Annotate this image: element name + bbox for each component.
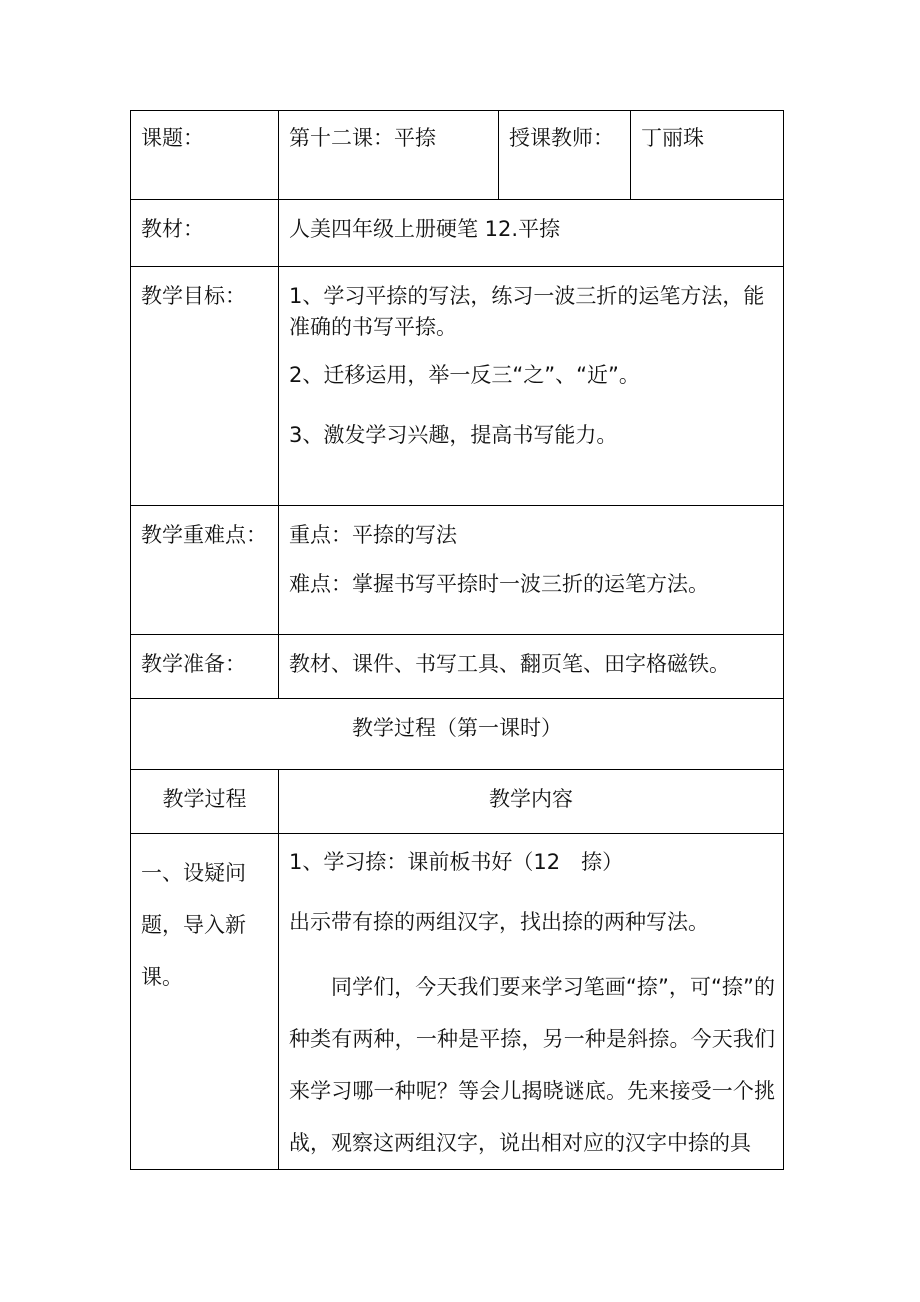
lesson-plan-table [130, 110, 784, 1170]
step-label-cell [131, 834, 279, 1170]
material-label: 教材： [141, 217, 204, 241]
goals-row [131, 267, 784, 506]
teacher-label: 授课教师： [509, 126, 614, 150]
preparation-row [131, 635, 784, 699]
process-header-row [131, 770, 784, 834]
topic-value-cell [279, 111, 499, 200]
process-column-header [131, 770, 279, 834]
difficulty-value-cell [279, 506, 784, 635]
hard-point: 难点：掌握书写平捺时一波三折的运笔方法。 [289, 572, 709, 596]
goals-label: 教学目标： [141, 284, 246, 308]
material-value: 人美四年级上册硬笔 12.平捺 [289, 217, 561, 241]
difficulty-row [131, 506, 784, 635]
content-paragraph: 同学们，今天我们要来学习笔画“捺”，可“捺”的种类有两种，一种是平捺，另一种是斜捺。今天我们来学习哪一种呢？等会儿揭晓谜底。先来接受一个挑战，观察这两组汉字，说出相对应的汉字中捺的具 [289, 975, 775, 1155]
preparation-label-cell [131, 635, 279, 699]
process-title-cell [131, 699, 784, 770]
goal-item: 3、激发学习兴趣，提高书写能力。 [289, 423, 618, 447]
material-value-cell [279, 200, 784, 267]
difficulty-label-cell [131, 506, 279, 635]
teacher-value-cell [631, 111, 784, 200]
goals-label-cell [131, 267, 279, 506]
topic-value: 第十二课：平捺 [289, 126, 436, 150]
process-content-row [131, 834, 784, 1170]
preparation-value-cell [279, 635, 784, 699]
content-column-header [279, 770, 784, 834]
content-paragraph: 出示带有捺的两组汉字，找出捺的两种写法。 [289, 910, 709, 934]
topic-label: 课题： [141, 126, 204, 150]
topic-label-cell [131, 111, 279, 200]
goal-item: 2、迁移运用，举一反三“之”、“近”。 [289, 363, 640, 387]
process-title-row [131, 699, 784, 770]
step-label: 一、设疑问题，导入新课。 [141, 861, 246, 989]
process-title: 教学过程（第一课时） [352, 716, 562, 740]
step-content-cell [279, 834, 784, 1170]
difficulty-label: 教学重难点： [141, 523, 267, 547]
goals-value-cell [279, 267, 784, 506]
content-column-label: 教学内容 [489, 787, 573, 811]
preparation-value: 教材、课件、书写工具、翻页笔、田字格磁铁。 [289, 652, 730, 676]
teacher-value: 丁丽珠 [641, 126, 704, 150]
content-paragraph: 1、学习捺：课前板书好（12 捺） [289, 850, 624, 874]
preparation-label: 教学准备： [141, 652, 246, 676]
topic-row [131, 111, 784, 200]
key-point: 重点：平捺的写法 [289, 523, 457, 547]
material-row [131, 200, 784, 267]
goal-item: 1、学习平捺的写法，练习一波三折的运笔方法，能准确的书写平捺。 [289, 284, 765, 339]
material-label-cell [131, 200, 279, 267]
process-column-label: 教学过程 [162, 787, 247, 811]
teacher-label-cell [499, 111, 631, 200]
